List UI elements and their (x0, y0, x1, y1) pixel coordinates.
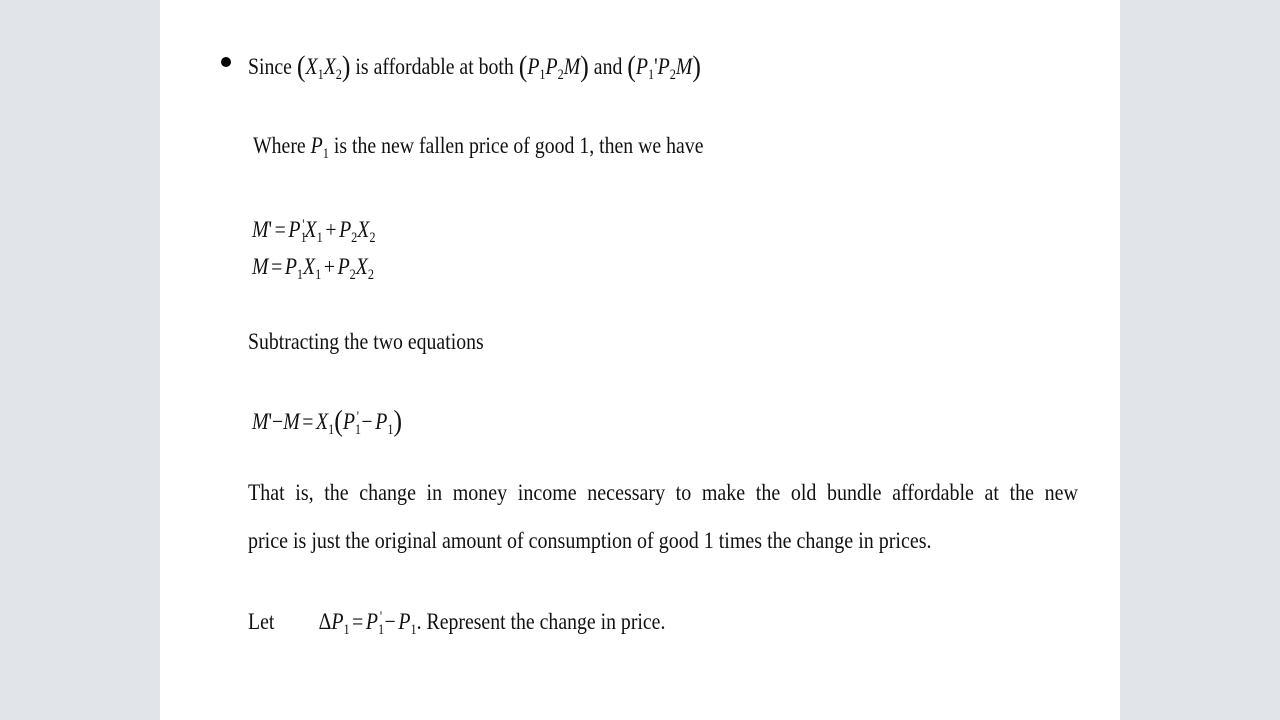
old-prices-formula: $(P_1P_2M)$ (518, 50, 589, 84)
explanation-line-2: price is just the original amount of consumption of good 1 times the change in prices. (248, 528, 932, 553)
let-sentence (248, 602, 665, 645)
since-text: Since (248, 54, 292, 80)
where-sentence (253, 131, 703, 169)
bullet-point (221, 57, 231, 67)
document-body (160, 0, 1120, 720)
new-prices-formula: $(P_1'P_2M)$ (627, 50, 701, 84)
new-income-equation: $M' = P_1'X_1 + P_2X_2$ (252, 216, 376, 246)
where-rest-text: is the new fallen price of good 1, then we have (333, 133, 704, 158)
where-text: Where (253, 133, 306, 158)
delta-p-formula: $\Delta P_1 = P_1' - P_1$ (318, 608, 417, 638)
subtracting-text: Subtracting the two equations (248, 329, 484, 354)
document-page (160, 0, 1120, 720)
bullet-sentence (248, 52, 701, 90)
let-tail-text: . Represent the change in price. (416, 608, 666, 634)
difference-equation: $M'-M = X_1(P_1' - P_1)$ (252, 404, 403, 438)
explanation-line-1: That is, the change in money income necessary to make the old bundle affordable at the new (248, 480, 1078, 505)
p1-symbol: $P_1$ (310, 133, 329, 162)
and-text: and (593, 54, 623, 80)
bundle-formula: $(X_1X_2)$ (296, 50, 351, 84)
let-text: Let (248, 608, 275, 634)
affordable-text: is affordable at both (355, 54, 514, 80)
old-income-equation: $M = P_1X_1 + P_2X_2$ (252, 254, 375, 283)
